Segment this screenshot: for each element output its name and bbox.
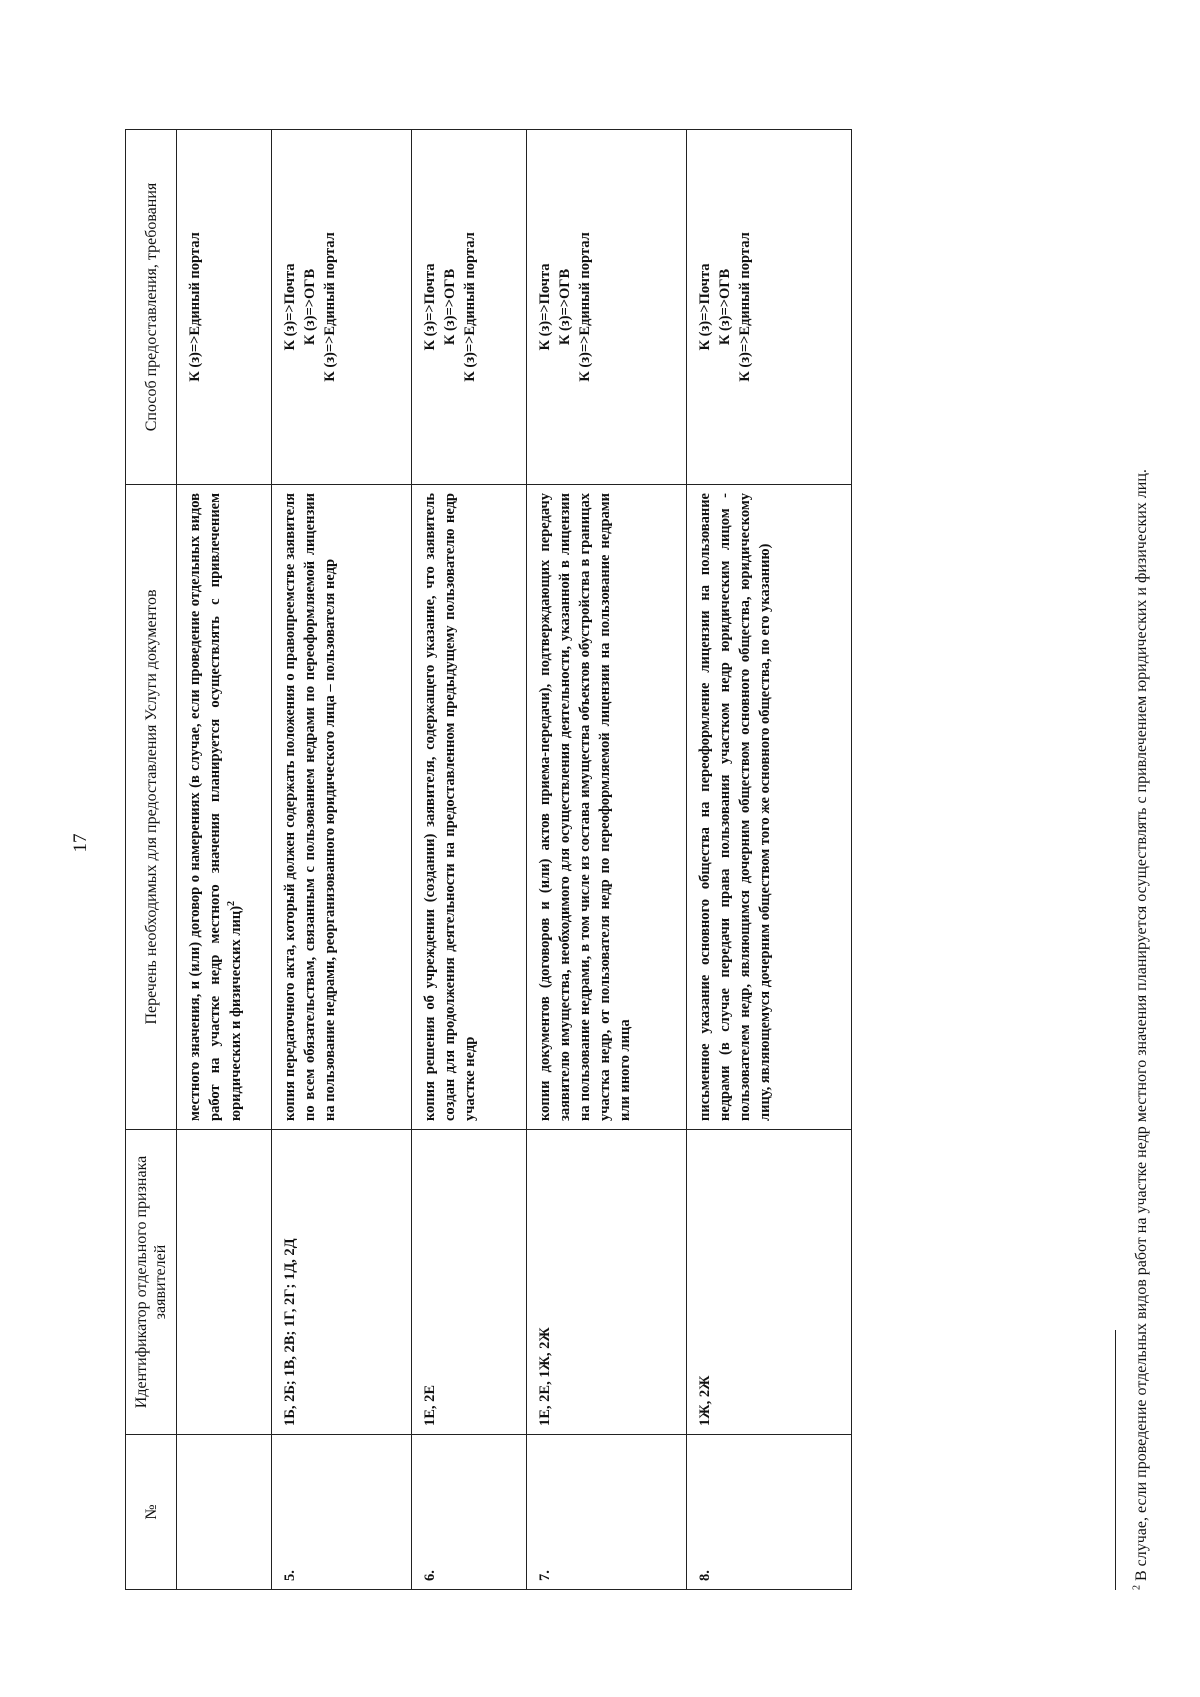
header-num: №: [126, 1435, 177, 1590]
row-identifier: 1Ж, 2Ж: [687, 1130, 852, 1435]
rotated-page-content: [125, 130, 1150, 1590]
row-documents: [177, 485, 272, 1130]
row-method: [527, 130, 687, 485]
row-number: 6.: [412, 1435, 527, 1590]
document-table: [125, 129, 852, 1590]
table-row: [527, 130, 687, 1590]
table-header-row: [126, 130, 177, 1590]
row-documents-text: копия передаточного акта, который должен содержать положения о правопреемстве заявителя по всем обязательствам, связанным с пользованием недрами по переоформляемой лицензии на пользование недрами, реорганизованного юридического лица – пользователя недр: [282, 493, 339, 1121]
method-line: К (з)=>Единый портал: [462, 232, 479, 382]
method-line: К (з)=>Единый портал: [187, 232, 204, 382]
row-method: [177, 130, 272, 485]
row-documents-text: местного значения, и (или) договор о намерениях (в случае, если проведение отдельных видов работ на участке недр местного значения планируется осуществлять с привлечением юридических и физических лиц): [187, 493, 245, 1121]
row-method: [272, 130, 412, 485]
footnote-text: В случае, если проведение отдельных видов работ на участке недр местного значения планируется осуществлять с привлечением юридических и физических лиц.: [1133, 469, 1150, 1581]
header-identifier: Идентификатор отдельного признака заявителей: [126, 1130, 177, 1435]
row-documents-text: копии документов (договоров и (или) актов приема-передачи), подтверждающих передачу заявителю имущества, необходимого для осуществления деятельности, указанной в лицензии на пользование недрами, в том числе из состава имущества объектов обустройства в границах участка недр, от пользователя недр по переоформляемой лицензии на пользование недрами или иного лица: [537, 493, 634, 1121]
method-line: К (з)=>Единый портал: [577, 232, 594, 382]
method-line: К (з)=>Почта: [697, 263, 714, 351]
method-line: К (з)=>Единый портал: [737, 232, 754, 382]
row-documents: [272, 485, 412, 1130]
method-line: К (з)=>Почта: [537, 263, 554, 351]
row-identifier: [177, 1130, 272, 1435]
header-documents: Перечень необходимых для предоставления Услуги документов: [126, 485, 177, 1130]
method-line: К (з)=>ОГВ: [442, 268, 459, 346]
footnote: [1129, 130, 1155, 1590]
row-number: 5.: [272, 1435, 412, 1590]
method-line: К (з)=>ОГВ: [717, 268, 734, 346]
method-line: К (з)=>Почта: [282, 263, 299, 351]
footnote-reference: 2: [226, 900, 238, 906]
row-number: 8.: [687, 1435, 852, 1590]
table-row: [272, 130, 412, 1590]
row-identifier: 1Е, 2Е, 1Ж, 2Ж: [527, 1130, 687, 1435]
table-row: [177, 130, 272, 1590]
row-method: [412, 130, 527, 485]
row-number: [177, 1435, 272, 1590]
row-documents: [527, 485, 687, 1130]
header-method: Способ предоставления, требования: [126, 130, 177, 485]
row-identifier: 1Е, 2Е: [412, 1130, 527, 1435]
row-documents-text: копия решения об учреждении (создании) заявителя, содержащего указание, что заявитель создан для продолжения деятельности на предоставленном предыдущему пользователю недр участке недр: [422, 493, 479, 1121]
row-documents-text: письменное указание основного общества на переоформление лицензии на пользование недрами (в случае передачи права пользования участком недр юридическим лицом - пользователем недр, являющимся дочерним обществом основного общества, юридическому лицу, являющемуся дочерним обществом того же основного общества, по его указанию): [697, 493, 774, 1121]
row-identifier: 1Б, 2Б; 1В, 2В; 1Г, 2Г; 1Д, 2Д: [272, 1130, 412, 1435]
row-documents: [412, 485, 527, 1130]
footnote-mark: 2: [1131, 1585, 1143, 1590]
method-line: К (з)=>Единый портал: [322, 232, 339, 382]
row-documents: [687, 485, 852, 1130]
method-line: К (з)=>ОГВ: [557, 268, 574, 346]
method-line: К (з)=>Почта: [422, 263, 439, 351]
footnote-separator: [1115, 1330, 1116, 1590]
page-number: 17: [70, 833, 91, 853]
table-row: [687, 130, 852, 1590]
row-method: [687, 130, 852, 485]
table-row: [412, 130, 527, 1590]
method-line: К (з)=>ОГВ: [302, 268, 319, 346]
row-number: 7.: [527, 1435, 687, 1590]
